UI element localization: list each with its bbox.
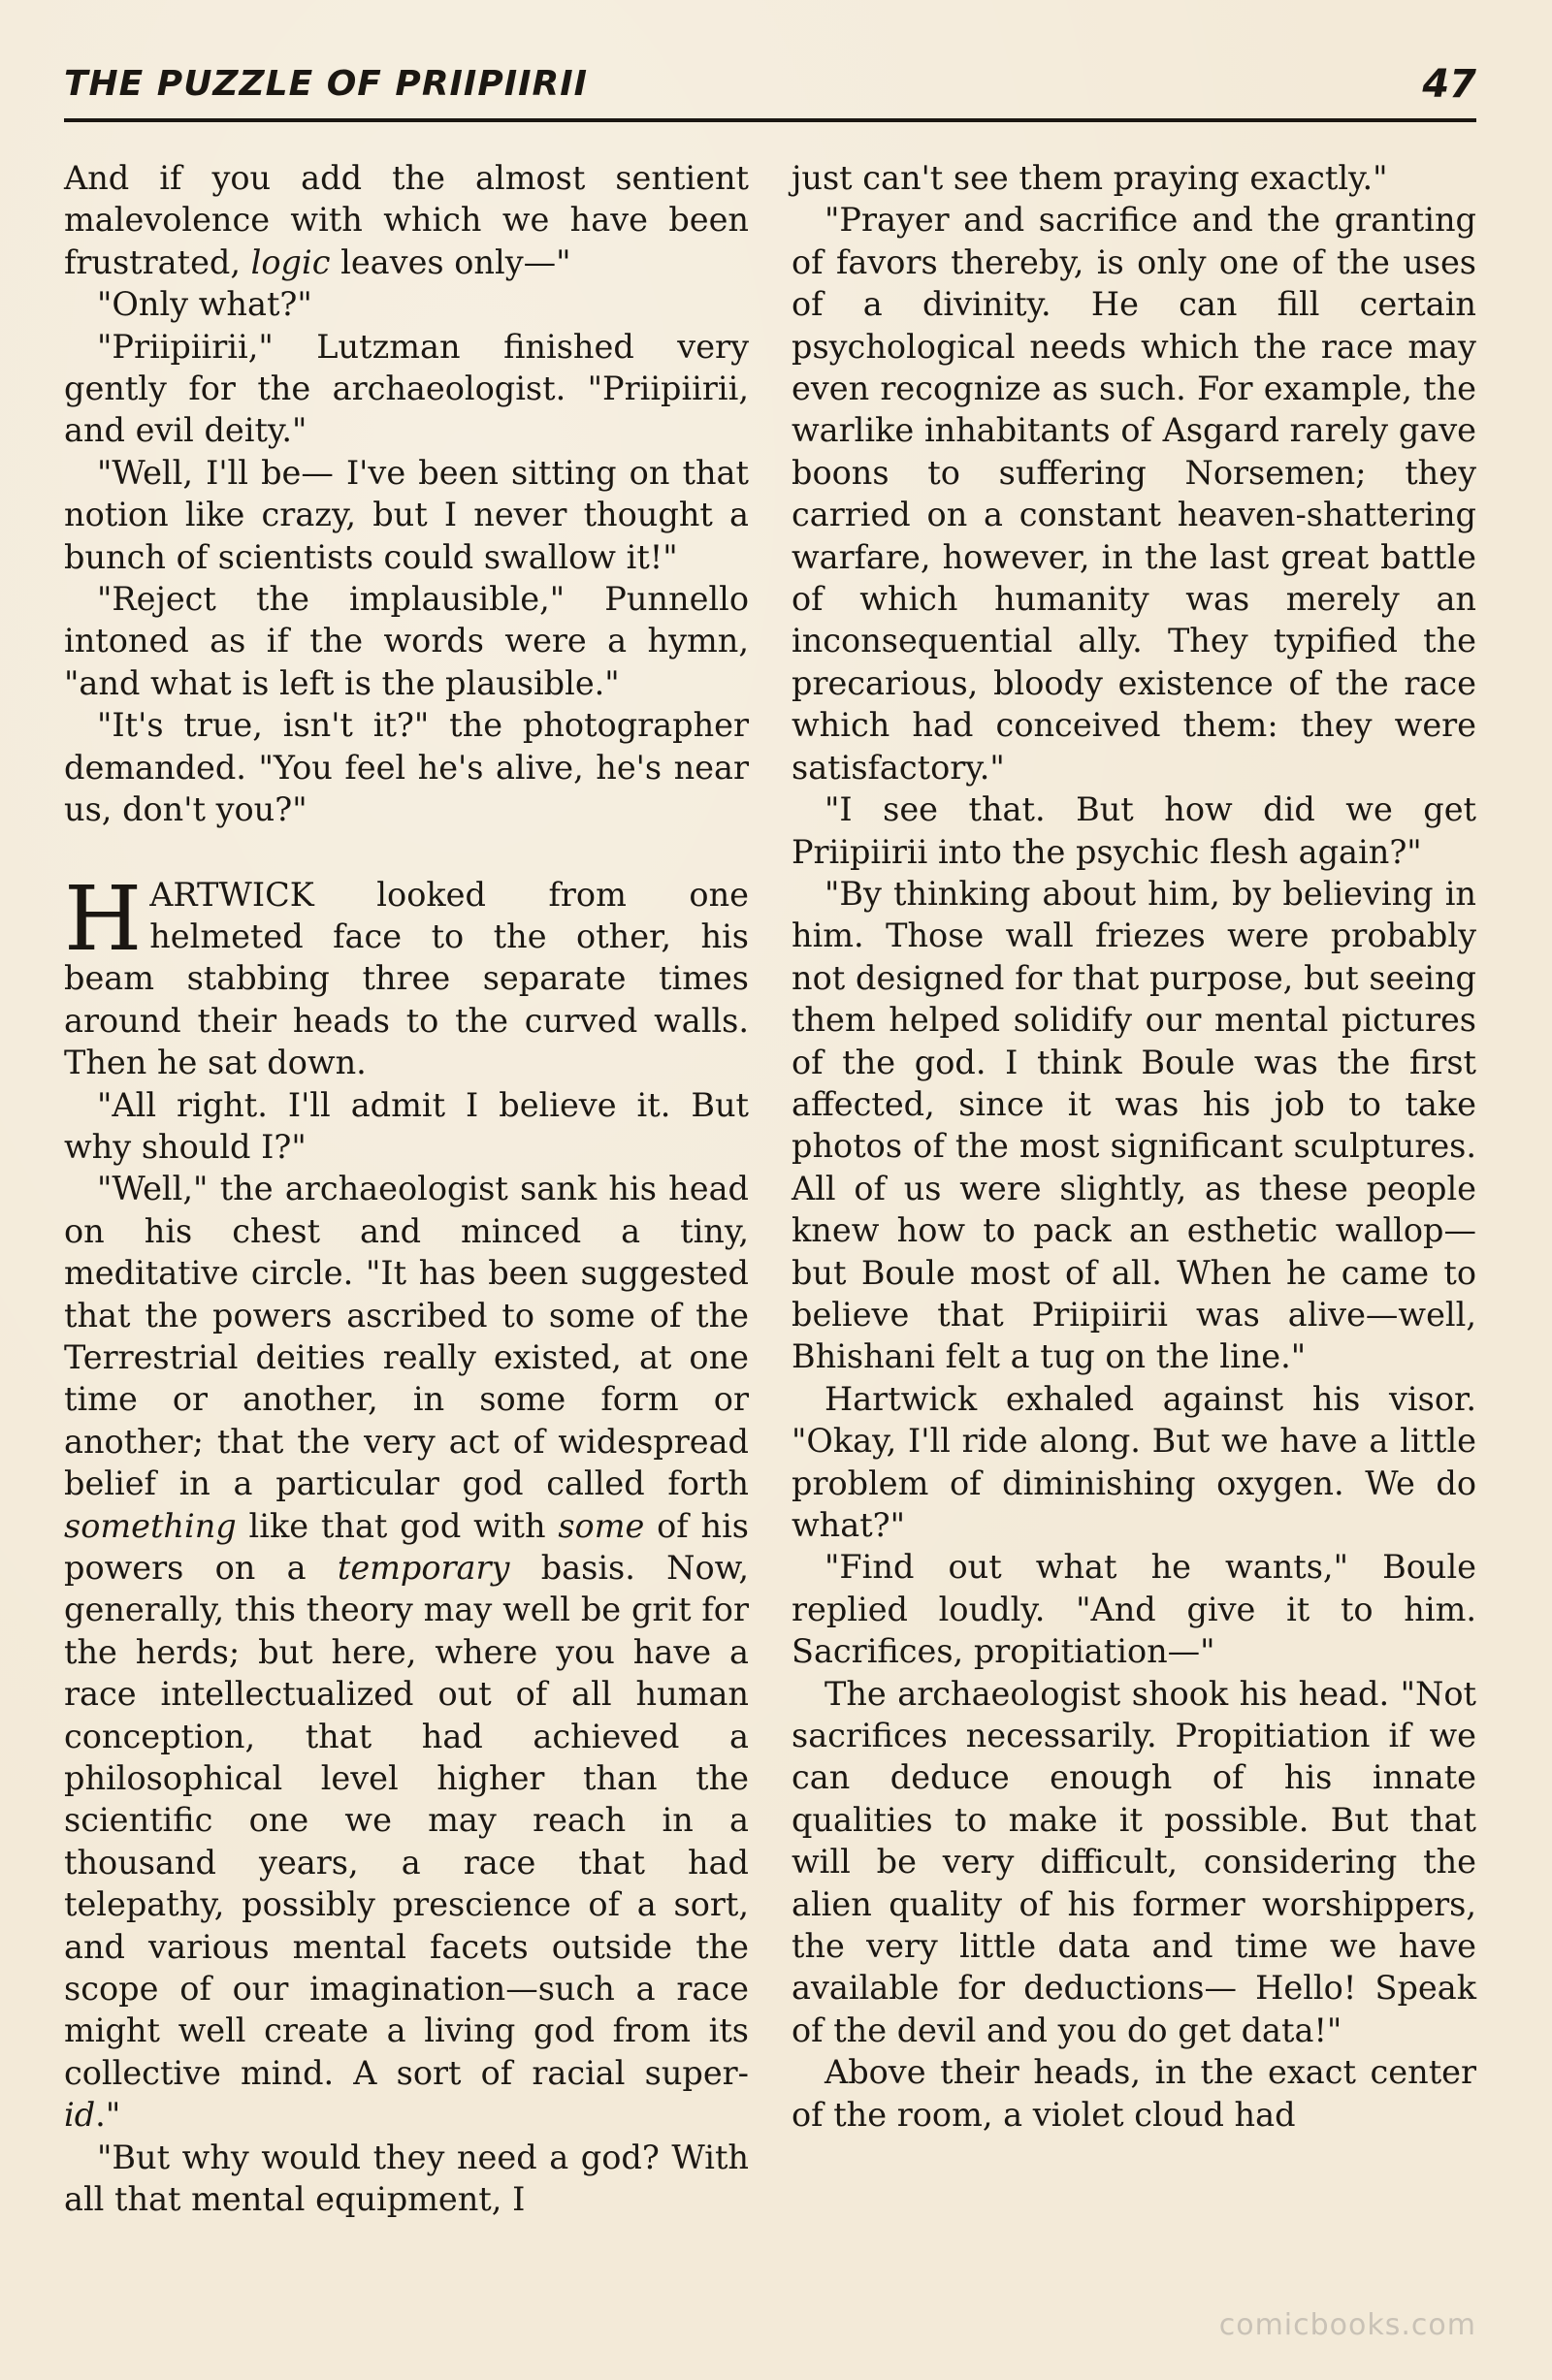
paragraph: "But why would they need a god? With all that mental equipment, I <box>64 2138 749 2219</box>
paragraph: "Prayer and sacrifice and the granting of favors thereby, is only one of the uses of a divinity. He can fill certain psychological needs which the race may even recognize as such. For example, the warlike inhabitants of Asgard rarely gave boons to suffering Norsemen; they carried on a constant heaven-shattering warfare, however, in the last great battle of which humanity was merely an inconsequential ally. They typified the precarious, bloody existence of the race which had conceived them: they were satisfactory." <box>792 201 1476 787</box>
paragraph: "Well," the archaeologist sank his head on his chest and minced a tiny, meditative circle. "It has been suggested that the powers ascribed to some of the Terrestrial deities really existed, at one time or another, in some form or another; that the very act of widespread belief in a particular god called forth something like that god with some of his powers on a temporary basis. Now, generally, this theory may well be grit for the herds; but here, where you have a race intellectualized out of all human conception, that had achieved a philosophical level higher than the scientific one we may reach in a thousand years, a race that had telepathy, possibly prescience of a sort, and various mental facets outside the scope of our imagination—such a race might well create a living god from its collective mind. A sort of racial super-id." <box>64 1170 749 2135</box>
page-number: 47 <box>1422 62 1476 107</box>
paragraph: "Priipiirii," Lutzman finished very gently for the archaeologist. "Priipiirii, and evil deity." <box>64 327 749 450</box>
paragraph: The archaeologist shook his head. "Not sacrifices necessarily. Propitiation if we can deduce enough of his innate qualities to make it possible. But that will be very difficult, considering the alien quality of his former worshippers, the very little data and time we have available for deductions— Hello! Speak of the devil and you do get data!" <box>792 1674 1476 2049</box>
section-break <box>64 831 749 874</box>
watermark: comicbooks.com <box>1218 2308 1476 2342</box>
paragraph: "Well, I'll be— I've been sitting on that notion like crazy, but I never thought a bunch of scientists could swallow it!" <box>64 453 749 576</box>
paragraph: "Reject the implausible," Punnello intoned as if the words were a hymn, "and what is left is the plausible." <box>64 580 749 702</box>
running-title: THE PUZZLE OF PRIIPIIRII <box>64 64 589 104</box>
paragraph: "By thinking about him, by believing in him. Those wall friezes were probably not designed for that purpose, but seeing them helped solidify our mental pictures of the god. I think Boule was the first affected, since it was his job to take photos of the most significant sculptures. All of us were slightly, as these people knew how to pack an esthetic wallop—but Boule most of all. When he came to believe that Priipiirii was alive—well, Bhishani felt a tug on the line." <box>792 874 1476 1376</box>
left-column <box>64 157 749 2221</box>
paragraph: "It's true, isn't it?" the photographer demanded. "You feel he's alive, he's near us, don't you?" <box>64 706 749 829</box>
paragraph: just can't see them praying exactly." <box>792 159 1388 197</box>
paragraph-with-dropcap: HARTWICK looked from one helmeted face to the other, his beam stabbing three separate times around their heads to the curved walls. Then he sat down. <box>64 866 749 1082</box>
drop-cap: H <box>64 866 143 971</box>
paragraph: "All right. I'll admit I believe it. But why should I?" <box>64 1085 749 1166</box>
page-header <box>64 58 1476 122</box>
paragraph: Above their heads, in the exact center of the room, a violet cloud had <box>792 2053 1476 2134</box>
paragraph: "I see that. But how did we get Priipiirii into the psychic flesh again?" <box>792 790 1476 871</box>
right-column <box>792 157 1476 2136</box>
paragraph: Hartwick exhaled against his visor. "Okay, I'll ride along. But we have a little problem of diminishing oxygen. We do what?" <box>792 1379 1476 1544</box>
paragraph: And if you add the almost sentient malevolence with which we have been frustrated, logic leaves only—" <box>64 159 749 281</box>
paragraph: "Find out what he wants," Boule replied loudly. "And give it to him. Sacrifices, propitiation—" <box>792 1548 1476 1671</box>
paragraph: "Only what?" <box>97 285 312 324</box>
